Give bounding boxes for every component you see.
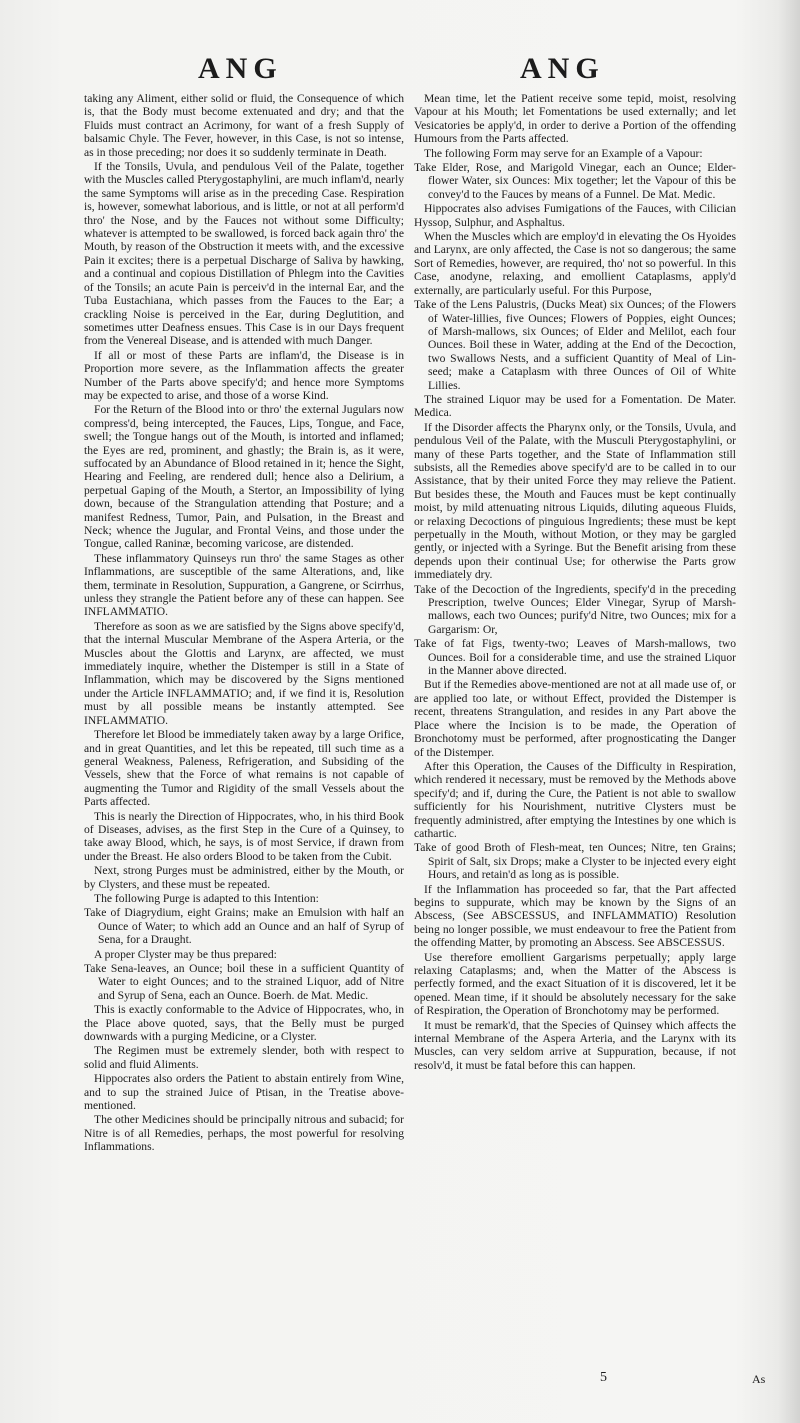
recipe-paragraph: Take Sena-leaves, an Ounce; boil these in a sufficient Quantity of Water to eight Ounces; and to the strained Liquor, add of Nitre and Syrup of Sena, each an Ounce. Boerh. de Mat. Medic.	[84, 962, 404, 1002]
header-left-word: ANG	[198, 52, 283, 85]
text-paragraph: Therefore as soon as we are satisfied by the Signs above specify'd, that the internal Muscular Membrane of the Aspera Arteria, or the Muscles about the Glottis and Larynx, are affected, we must immediately inquire, whether the Distemper is still in a State of Inflammation, which may be discovered by the Signs mentioned under the Article INFLAMMATIO; and, if we find it is, Resolution must by all possible means be instantly attempted. See INFLAMMATIO.	[84, 619, 404, 727]
text-paragraph: If all or most of these Parts are inflam'd, the Disease is in Proportion more severe, as the Inflammation affects the greater Number of the Parts above specify'd; and hence more Symptoms may be expected to arise, and those of a worse Kind.	[84, 348, 404, 402]
text-paragraph: Hippocrates also advises Fumigations of the Fauces, with Cilician Hyssop, Sulphur, and Asphaltus.	[414, 202, 736, 229]
recipe-paragraph: Take of fat Figs, twenty-two; Leaves of Marsh-mallows, two Ounces. Boil for a considerable time, and use the strained Liquor in the Manner above directed.	[414, 637, 736, 678]
text-paragraph: But if the Remedies above-mentioned are not at all made use of, or are applied too late, or without Effect, provided the Distemper is recent, threatens Strangulation, and resides in any Part above the Place where the Incision is to be made, the Operation of Bronchotomy must be performed, after prognosticating the Danger of the Distemper.	[414, 678, 736, 759]
text-paragraph: A proper Clyster may be thus prepared:	[94, 947, 277, 961]
recipe-paragraph: Take of the Decoction of the Ingredients, specify'd in the preceding Prescription, twelve Ounces; Elder Vinegar, Syrup of Marsh-mallows, each two Ounces; purify'd Nitre, two Ounces; mix for a Gargarism: Or,	[414, 582, 736, 636]
text-paragraph: These inflammatory Quinseys run thro' the same Stages as other Inflammations, are susceptible of the same Alterations, and, like them, terminate in Resolution, Suppuration, a Gangrene, or Scirrhus, unless they strangle the Patient before any of these can happen. See INFLAMMATIO.	[84, 551, 404, 619]
text-paragraph: After this Operation, the Causes of the Difficulty in Respiration, which rendered it necessary, must be removed by the Methods above specify'd; and if, during the Cure, the Patient is not able to swallow sufficiently for his Nourishment, nutritive Clysters must be frequently administred, after emptying the Intestines by one which is cathartic.	[414, 759, 736, 840]
recipe-paragraph: Take of good Broth of Flesh-meat, ten Ounces; Nitre, ten Grains; Spirit of Salt, six Drops; make a Clyster to be injected every eight Hours, and retain'd as long as is possible.	[414, 841, 736, 882]
text-paragraph: When the Muscles which are employ'd in elevating the Os Hyoides and Larynx, are only affected, the Case is not so dangerous; the same Sort of Remedies, however, are required, tho' not so powerful. In this Case, anodyne, relaxing, and emollient Cataplasms, apply'd externally, are particularly useful. For this Purpose,	[414, 230, 736, 297]
recipe-paragraph: Take Elder, Rose, and Marigold Vinegar, each an Ounce; Elder-flower Water, six Ounces: Mix together; let the Vapour of this be convey'd to the Fauces by means of a Funnel. De Mat. Medic.	[414, 161, 736, 201]
recipe-paragraph: Take of Diagrydium, eight Grains; make an Emulsion with half an Ounce of Water; to which add an Ounce and an half of Syrup of Sena, for a Draught.	[84, 906, 404, 947]
text-paragraph: If the Disorder affects the Pharynx only, or the Tonsils, Uvula, and pendulous Veil of the Palate, with the Musculi Pterygostaphylini, or many of these Parts together, and the State of Inflammation still subsists, all the Remedies above specify'd are to be called in to our Assistance, that by their united Force they may relieve the Patient. But besides these, the Mouth and Fauces must be kept continually moist, by mild attenuating nitrous Liquids, diluting aqueous Fluids, or relaxing Decoctions of pinguious Ingredients; these must be kept perpetually in the Mouth, without Motion, or they may be gargled gently, or injected with a Syringe. But the Benefit arising from these depends upon their continual Use; for otherwise the Parts grow immediately dry.	[414, 420, 736, 582]
text-paragraph: The following Purge is adapted to this Intention:	[94, 891, 319, 905]
page-edge-shadow	[778, 0, 800, 1423]
text-paragraph: If the Tonsils, Uvula, and pendulous Veil of the Palate, together with the Muscles called Pterygostaphylini, are much inflam'd, nearly the same Symptoms will arise as in the preceding Case. Respiration is, however, somewhat laborious, and is little, or not at all perform'd thro' the Nose, and by the Fauces not without some Difficulty; whatever is attempted to be swallowed, is forced back again thro' the Mouth, by reason of the Obstruction it meets with, and the excessive Pain it excites; there is a perpetual Discharge of Saliva by hawking, and a continual and copious Distillation of Phlegm into the Cavities of the Tonsils; an acute Pain is perceiv'd in the internal Ear, and the Tuba Eustachiana, which passes from the Fauces to the Ear; a crackling Noise is perceived in the Ear, during Deglutition, and sometimes utter Deafness ensues. This Case is in our Days frequent from the Venereal Disease, and is attended with much Danger.	[84, 160, 404, 348]
text-paragraph: The Regimen must be extremely slender, both with respect to solid and fluid Aliments.	[84, 1044, 404, 1071]
signature-mark: 5	[600, 1370, 607, 1385]
text-paragraph: taking any Aliment, either solid or fluid, the Consequence of which is, that the Body must become extenuated and dry; and that the Fluids must contract an Acrimony, for want of a fresh Supply of balsamic Chyle. The Fever, however, in this Case, is not so intense, as in those preceding; nor does it so suddenly terminate in Death.	[84, 92, 404, 159]
text-paragraph: The strained Liquor may be used for a Fomentation. De Mater. Medica.	[414, 392, 736, 420]
text-paragraph: This is exactly conformable to the Advice of Hippocrates, who, in the Place above quoted, says, that the Belly must be purged downwards with a purging Medicine, or a Clyster.	[84, 1003, 404, 1044]
text-paragraph: If the Inflammation has proceeded so far, that the Part affected begins to suppurate, which may be known by the Signs of an Abscess, (See ABSCESSUS, and INFLAMMATIO) Resolution being no longer possible, we must endeavour to free the Patient from the offending Matter, by promoting an Abscess. See ABSCESSUS.	[414, 882, 736, 950]
text-paragraph: It must be remark'd, that the Species of Quinsey which affects the internal Membrane of the Aspera Arteria, and the Larynx with its Muscles, can very seldom arrive at Suppuration, because, if not resolv'd, it must be fatal before this can happen.	[414, 1018, 736, 1072]
text-paragraph: Hippocrates also orders the Patient to abstain entirely from Wine, and to sup the strained Juice of Ptisan, in the Treatise above-mentioned.	[84, 1072, 404, 1113]
header-right-word: ANG	[520, 52, 605, 85]
right-text-column	[414, 92, 736, 1073]
text-paragraph: Therefore let Blood be immediately taken away by a large Orifice, and in great Quantities, and let this be repeated, till such time as a general Weakness, Paleness, Refrigeration, and Subsiding of the Vessels, shew that the Force of what remains is not capable of augmenting the Tumor and Rigidity of the small Vessels about the Parts affected.	[84, 728, 404, 809]
text-paragraph: The following Form may serve for an Example of a Vapour:	[424, 146, 703, 160]
running-header	[0, 52, 800, 92]
left-text-column	[84, 92, 404, 1155]
text-paragraph: Next, strong Purges must be administred, either by the Mouth, or by Clysters, and these must be repeated.	[84, 864, 404, 891]
text-paragraph: The other Medicines should be principally nitrous and subacid; for Nitre is of all Remedies, perhaps, the most powerful for resolving Inflammations.	[84, 1113, 404, 1154]
text-paragraph: For the Return of the Blood into or thro' the external Jugulars now compress'd, being intercepted, the Fauces, Lips, Tongue, and Face, swell; the Tongue hangs out of the Mouth, is intorted and inflamed; the Eyes are red, prominent, and ghastly; the Brain is, as it were, suffocated by an Abundance of Blood retained in it; hence the Sight, Hearing and Feeling, are rendered dull; hence also a Delirium, a perpetual Gaping of the Mouth, a Stertor, an Impossibility of lying down, because of the Strangulation attending that Posture; and a manifest Redness, Tumor, Pain, and Pulsation, in the Breast and Neck; whence the Jugular, and Frontal Veins, and those under the Tongue, called Raninæ, becoming varicose, are distended.	[84, 403, 404, 551]
text-paragraph: This is nearly the Direction of Hippocrates, who, in his third Book of Diseases, advises, as the first Step in the Cure of a Quinsey, to take away Blood, which, he says, is of most Service, if drawn from under the Breast. He also orders Blood to be taken from the Cubit.	[84, 809, 404, 863]
recipe-paragraph: Take of the Lens Palustris, (Ducks Meat) six Ounces; of the Flowers of Water-lillies, five Ounces; Flowers of Poppies, eight Ounces; of Marsh-mallows, six Ounces; of Elder and Melilot, each four Ounces. Boil these in Water, adding at the End of the Decoction, two Swallows Nests, and a sufficient Quantity of Meal of Lin-seed; make a Cataplasm with three Ounces of Oil of White Lillies.	[414, 298, 736, 392]
text-paragraph: Use therefore emollient Gargarisms perpetually; apply large relaxing Cataplasms; and, when the Matter of the Abscess is perfectly formed, and the exact Situation of it is discovered, let it be opened. Mean time, if it should be absolutely necessary for the sake of Respiration, the Operation of Bronchotomy may be performed.	[414, 950, 736, 1018]
text-paragraph: Mean time, let the Patient receive some tepid, moist, resolving Vapour at his Mouth; let Fomentations be used externally; and let Vesicatories be apply'd, in order to derive a Portion of the offending Humours from the Parts affected.	[414, 92, 736, 146]
catchword: As	[752, 1372, 766, 1386]
